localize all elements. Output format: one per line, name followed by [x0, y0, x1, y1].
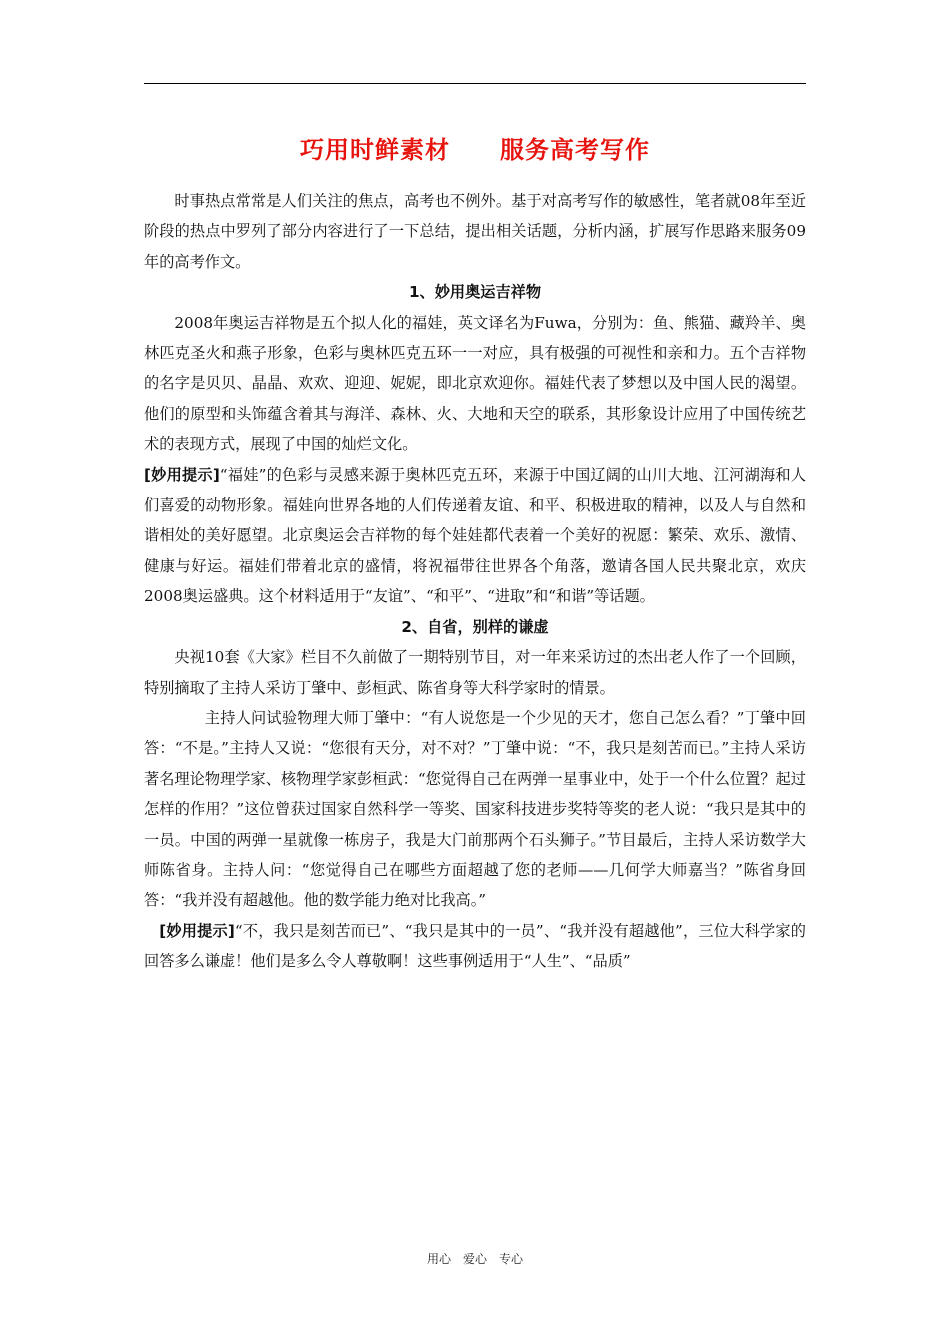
header-rule	[144, 83, 806, 84]
section-1-paragraph: 2008年奥运吉祥物是五个拟人化的福娃，英文译名为Fuwa，分别为：鱼、熊猫、藏羚羊、奥林匹克圣火和燕子形象，色彩与奥林匹克五环一一对应，具有极强的可视性和亲和力。五个吉祥物的名字是贝贝、晶晶、欢欢、迎迎、妮妮，即北京欢迎你。福娃代表了梦想以及中国人民的渴望。他们的原型和头饰蕴含着其与海洋、森林、火、大地和天空的联系，其形象设计应用了中国传统艺术的表现方式，展现了中国的灿烂文化。	[144, 313, 806, 454]
tip-label: [妙用提示]	[144, 465, 220, 484]
tip-label: [妙用提示]	[159, 921, 235, 940]
section-2-tip	[144, 916, 806, 977]
page-title: 巧用时鲜素材 服务高考写作	[300, 136, 650, 164]
page-footer: 用心 爱心 专心	[426, 1252, 523, 1266]
section-heading-2: 2、自省，别样的谦虚	[401, 617, 549, 636]
section-2-paragraph-2: 主持人问试验物理大师丁肇中：“有人说您是一个少见的天才，您自己怎么看？”丁肇中回答：“不是。”主持人又说：“您很有天分，对不对？”丁肇中说：“不，我只是刻苦而已。”主持人采访著名理论物理学家、核物理学家彭桓武：“您觉得自己在两弹一星事业中，处于一个什么位置？起过怎样的作用？”这位曾获过国家自然科学一等奖、国家科技进步奖特等奖的老人说：“我只是其中的一员。中国的两弹一星就像一栋房子，我是大门前那两个石头狮子。”节目最后，主持人采访数学大师陈省身。主持人问：“您觉得自己在哪些方面超越了您的老师——几何学大师嘉当？”陈省身回答：“我并没有超越他。他的数学能力绝对比我高。”	[144, 708, 806, 910]
section-heading-1: 1、妙用奥运吉祥物	[408, 283, 542, 302]
section-2-paragraph-1: 央视10套《大家》栏目不久前做了一期特别节目，对一年来采访过的杰出老人作了一个回顾，特别摘取了主持人采访丁肇中、彭桓武、陈省身等大科学家时的情景。	[144, 648, 806, 697]
tip-text: “不，我只是刻苦而已”、“我只是其中的一员”、“我并没有超越他”，三位大科学家的回答多么谦虚！他们是多么令人尊敬啊！这些事例适用于“人生”、“品质”	[144, 921, 806, 971]
section-1-tip	[144, 460, 806, 612]
intro-paragraph: 时事热点常常是人们关注的焦点，高考也不例外。基于对高考写作的敏感性，笔者就08年至近阶段的热点中罗列了部分内容进行了一下总结，提出相关话题，分析内涵，扩展写作思路来服务09年的高考作文。	[144, 192, 806, 271]
article-body	[144, 186, 806, 977]
tip-text: “福娃”的色彩与灵感来源于奥林匹克五环，来源于中国辽阔的山川大地、江河湖海和人们喜爱的动物形象。福娃向世界各地的人们传递着友谊、和平、积极进取的精神，以及人与自然和谐相处的美好愿望。北京奥运会吉祥物的每个娃娃都代表着一个美好的祝愿：繁荣、欢乐、激情、健康与好运。福娃们带着北京的盛情，将祝福带往世界各个角落，邀请各国人民共聚北京，欢庆2008奥运盛典。这个材料适用于“友谊”、“和平”、“进取”和“和谐”等话题。	[144, 465, 807, 606]
